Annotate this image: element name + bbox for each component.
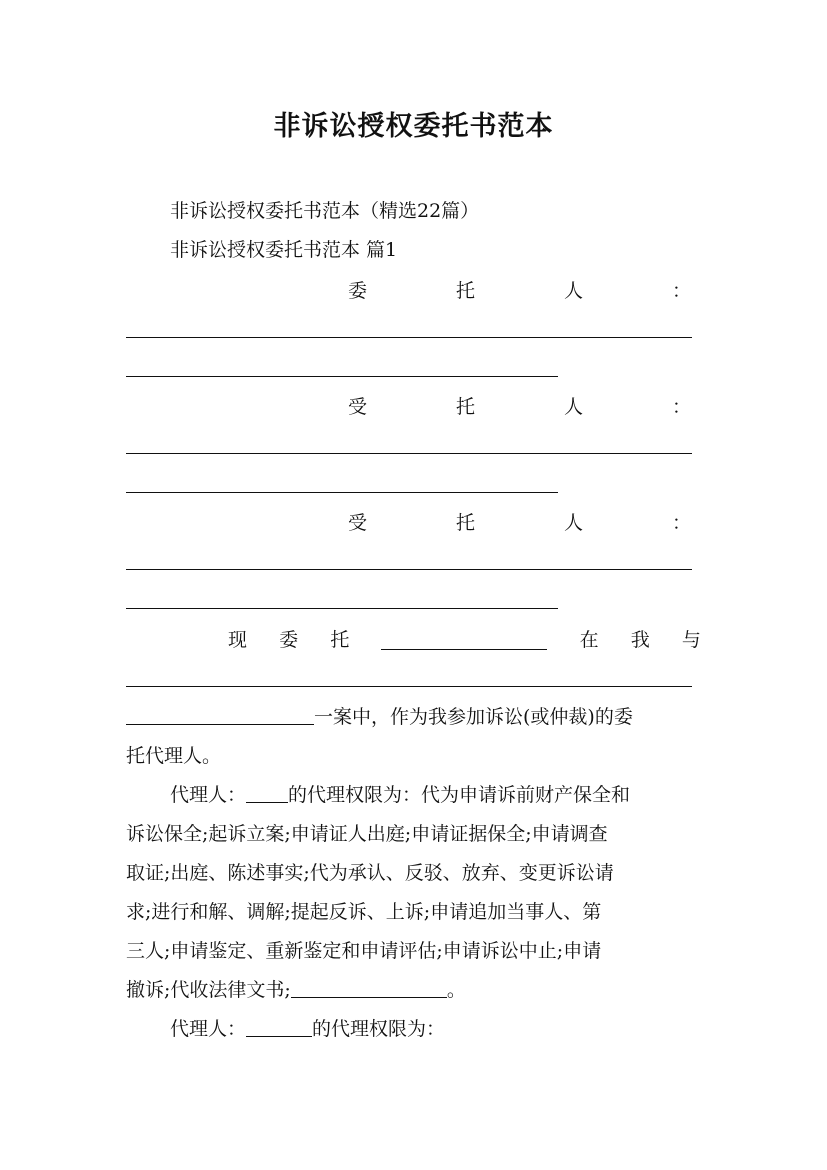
entrust-word: 委 <box>279 629 299 651</box>
agent-1-label-char: 受 <box>348 396 368 418</box>
entrust-blank <box>381 631 547 650</box>
principal-label-char: 托 <box>455 280 475 302</box>
agent-2-label-char: 托 <box>455 512 475 534</box>
section-heading: 非诉讼授权委托书范本 篇1 <box>170 239 398 261</box>
principal-blank-line-2 <box>126 376 558 377</box>
case-blank <box>126 706 314 725</box>
authority-2-prefix: 代理人： <box>170 1018 247 1040</box>
case-line-cont: 托代理人。 <box>126 745 222 767</box>
authority-1-line: 诉讼保全;起诉立案;申请证人出庭;申请证据保全;申请调查 <box>126 823 608 845</box>
agent-2-name-blank <box>246 1018 312 1037</box>
principal-blank-line-1 <box>126 337 692 338</box>
case-party-blank-line <box>126 686 692 687</box>
authority-1-suffix: 的代理权限为：代为申请诉前财产保全和 <box>288 784 631 806</box>
principal-label-char: 委 <box>348 280 368 302</box>
principal-label <box>348 278 691 304</box>
entrust-word: 在 <box>579 629 599 651</box>
authority-2-first-line <box>170 1016 701 1042</box>
entrust-word: 我 <box>630 629 650 651</box>
entrust-line <box>228 627 701 653</box>
entrust-word: 托 <box>330 629 350 651</box>
agent-1-blank-line-2 <box>126 492 558 493</box>
other-powers-blank <box>291 979 447 998</box>
authority-1-period: 。 <box>446 979 466 1001</box>
agent-2-blank-line-1 <box>126 569 692 570</box>
document-title: 非诉讼授权委托书范本 <box>273 111 554 142</box>
agent-2-label <box>348 510 691 536</box>
agent-2-label-char: 受 <box>348 512 368 534</box>
authority-1-last-line <box>126 977 701 1003</box>
case-text: 一案中，作为我参加诉讼(或仲裁)的委 <box>314 706 633 728</box>
agent-1-label-char: 托 <box>455 396 475 418</box>
agent-1-label-char: 人 <box>563 396 583 418</box>
agent-1-label <box>348 394 691 420</box>
case-line <box>126 704 701 730</box>
agent-1-blank-line-1 <box>126 453 692 454</box>
agent-name-blank <box>246 784 288 803</box>
authority-1-last-text: 撤诉;代收法律文书; <box>126 979 291 1001</box>
authority-1-line: 求;进行和解、调解;提起反诉、上诉;申请追加当事人、第 <box>126 901 602 923</box>
authority-2-suffix: 的代理权限为： <box>312 1018 446 1040</box>
document-subtitle: 非诉讼授权委托书范本（精选22篇） <box>170 200 480 222</box>
authority-1-line: 取证;出庭、陈述事实;代为承认、反驳、放弃、变更诉讼请 <box>126 862 614 884</box>
agent-1-label-char: ： <box>671 396 691 418</box>
agent-2-blank-line-2 <box>126 608 558 609</box>
agent-2-label-char: ： <box>671 512 691 534</box>
principal-label-char: ： <box>671 280 691 302</box>
entrust-word: 现 <box>228 629 248 651</box>
principal-label-char: 人 <box>563 280 583 302</box>
authority-1-line: 三人;申请鉴定、重新鉴定和申请评估;申请诉讼中止;申请 <box>126 940 602 962</box>
entrust-word: 与 <box>681 629 701 651</box>
authority-1-first-line <box>170 782 701 808</box>
authority-1-prefix: 代理人： <box>170 784 247 806</box>
agent-2-label-char: 人 <box>563 512 583 534</box>
